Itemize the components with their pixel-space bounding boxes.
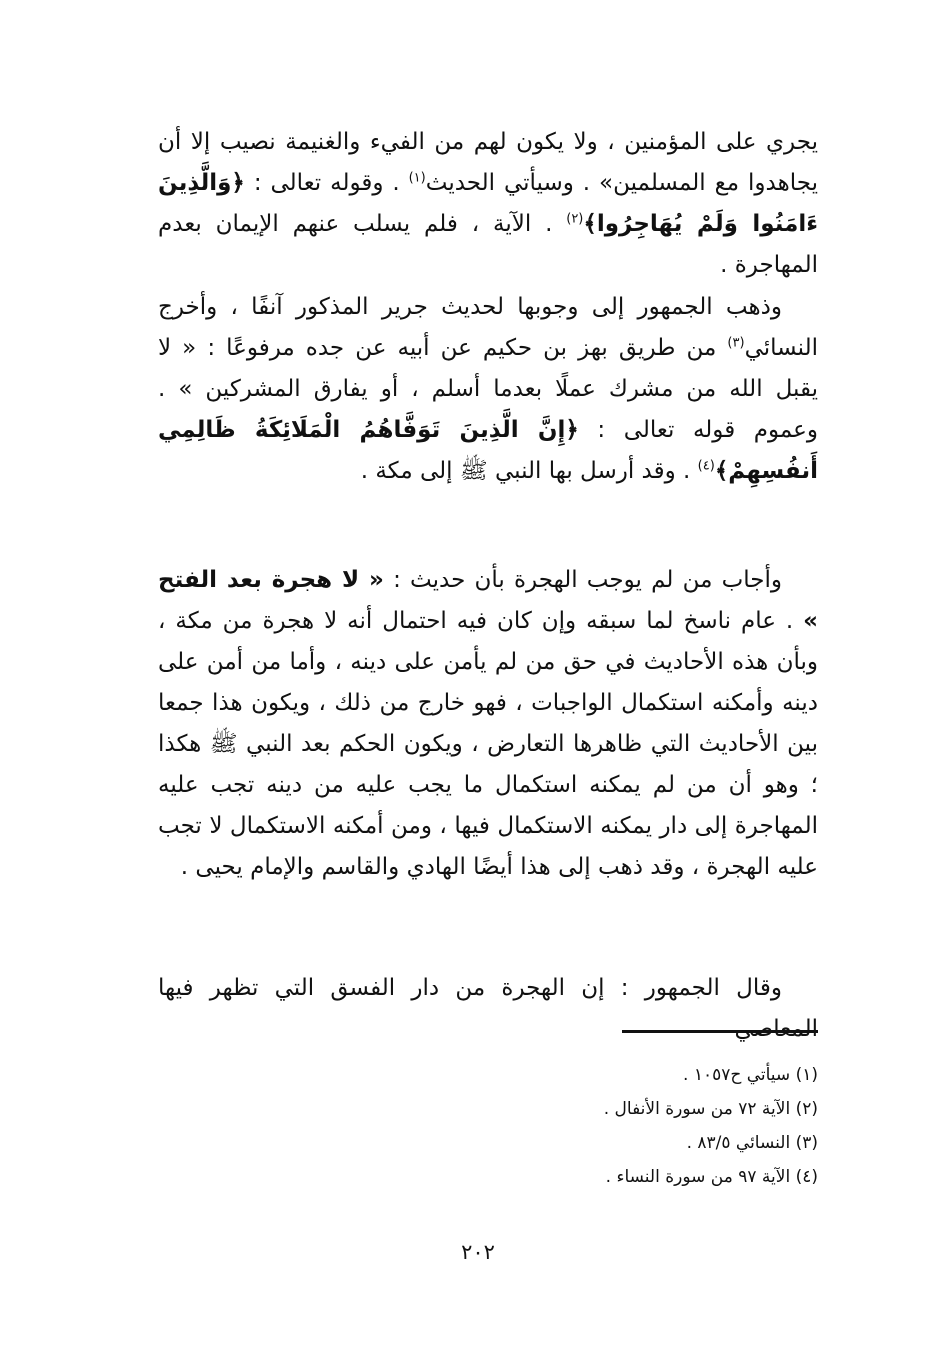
p1-text-1: يجري على المؤمنين ، ولا يكون لهم من الفيء والغنيمة نصيب إلا أن يجاهدوا مع المسلمين» . وسيأتي الحديث	[158, 129, 819, 196]
footnotes	[400, 1058, 818, 1194]
p2-text-2: من طريق بهز بن حكيم عن أبيه عن جده مرفوعًا : « لا يقبل الله من مشرك عملًا بعدما أسلم ، أو يفارق المشركين » . وعموم قوله تعالى :	[158, 335, 818, 443]
footnote-4: (٤) الآية ٩٧ من سورة النساء .	[605, 1167, 818, 1187]
p2-text-3: . وقد أرسل بها النبي ﷺ إلى مكة .	[360, 458, 698, 484]
paragraph-2	[158, 287, 818, 492]
p3-text-2: . عام ناسخ لما سبقه وإن كان فيه احتمال أنه لا هجرة من مكة ، وبأن هذه الأحاديث في حق من لم يأمن على دينه ، وأما من أمن على دينه وأمكنه استكمال الواجبات ، فهو خارج من ذلك ، ويكون هذا جمعا بين الأحاديث التي ظاهرها التعارض ، ويكون الحكم بعد النبي ﷺ هكذا ؛ وهو أن من لم يمكنه استكمال ما يجب عليه من دينه تجب عليه المهاجرة إلى دار يمكنه الاستكمال فيها ، ومن أمكنه الاستكمال لا تجب عليه الهجرة ، وقد ذهب إلى هذا أيضًا الهادي والقاسم والإمام يحيى .	[158, 608, 818, 880]
footnote-3: (٣) النسائي ٨٣/٥ .	[686, 1133, 818, 1153]
footnote-2: (٢) الآية ٧٢ من سورة الأنفال .	[603, 1099, 818, 1119]
quran-verse-1: ﴿وَالَّذِينَ ءَامَنُوا وَلَمْ يُهَاجِرُوا﴾	[158, 170, 818, 237]
quran-verse-2: ﴿إِنَّ الَّذِينَ تَوَفَّاهُمُ الْمَلَائِكَةُ ظَالِمِي أَنفُسِهِمْ﴾	[158, 417, 818, 484]
paragraph-3	[158, 560, 818, 888]
paragraph-4	[158, 968, 818, 1050]
p1-text-2: . وقوله تعالى :	[244, 170, 409, 196]
footnote-ref-4: (٤)	[697, 458, 715, 474]
p2-text-1: وذهب الجمهور إلى وجوبها لحديث جرير المذكور آنفًا ، وأخرج النسائي	[158, 294, 818, 361]
footnote-ref-3: (٣)	[727, 335, 745, 351]
hadith-quote: « لا هجرة بعد الفتح »	[158, 567, 818, 634]
p4-text-1: وقال الجمهور : إن الهجرة من دار الفسق التي تظهر فيها المعاصي	[158, 975, 818, 1042]
paragraph-1	[158, 122, 818, 286]
footnote-1: (١) سيأتي ح١٠٥٧ .	[683, 1065, 818, 1085]
footnote-ref-2: (٢)	[566, 211, 584, 227]
page-number: ٢٠٢	[461, 1240, 495, 1264]
footnote-divider	[622, 1030, 818, 1033]
p1-text-3: . الآية ، فلم يسلب عنهم الإيمان بعدم المهاجرة .	[158, 211, 818, 278]
footnote-ref-1: (١)	[408, 170, 426, 186]
p3-text-1: وأجاب من لم يوجب الهجرة بأن حديث :	[383, 567, 782, 593]
